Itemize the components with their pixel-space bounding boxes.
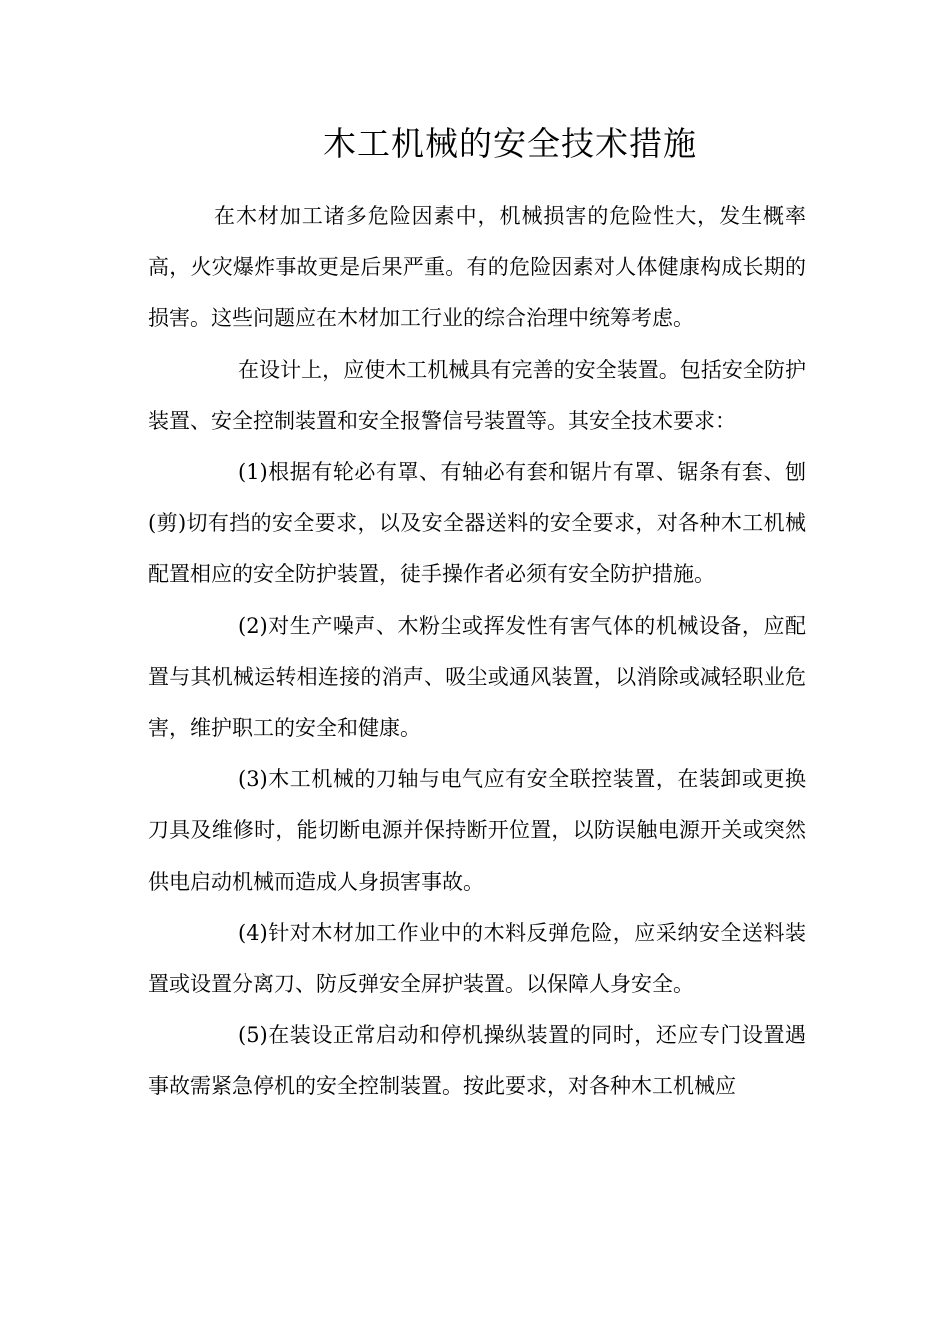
requirement-4-paragraph: (4)针对木材加工作业中的木料反弹危险，应采纳安全送料装置或设置分离刀、防反弹安全屏护装置。以保障人身安全。 bbox=[148, 920, 806, 997]
requirement-3-paragraph: (3)木工机械的刀轴与电气应有安全联控装置，在装卸或更换刀具及维修时，能切断电源并保持断开位置，以防误触电源开关或突然供电启动机械而造成人身损害事故。 bbox=[148, 767, 806, 894]
requirement-5-paragraph: (5)在装设正常启动和停机操纵装置的同时，还应专门设置遇事故需紧急停机的安全控制装置。按此要求，对各种木工机械应 bbox=[148, 1023, 806, 1099]
document-body bbox=[148, 191, 806, 1113]
requirement-1-paragraph: (1)根据有轮必有罩、有轴必有套和锯片有罩、锯条有套、刨(剪)切有挡的安全要求，以及安全器送料的安全要求，对各种木工机械配置相应的安全防护装置，徒手操作者必须有安全防护措施。 bbox=[148, 460, 806, 587]
design-paragraph: 在设计上，应使木工机械具有完善的安全装置。包括安全防护装置、安全控制装置和安全报警信号装置等。其安全技术要求： bbox=[148, 357, 806, 433]
document-title: 木工机械的安全技术措施 bbox=[323, 124, 697, 163]
requirement-2-paragraph: (2)对生产噪声、木粉尘或挥发性有害气体的机械设备，应配置与其机械运转相连接的消声、吸尘或通风装置，以消除或减轻职业危害，维护职工的安全和健康。 bbox=[148, 613, 806, 741]
intro-paragraph: 在木材加工诸多危险因素中，机械损害的危险性大，发生概率高，火灾爆炸事故更是后果严重。有的危险因素对人体健康构成长期的损害。这些问题应在木材加工行业的综合治理中统筹考虑。 bbox=[148, 204, 806, 331]
